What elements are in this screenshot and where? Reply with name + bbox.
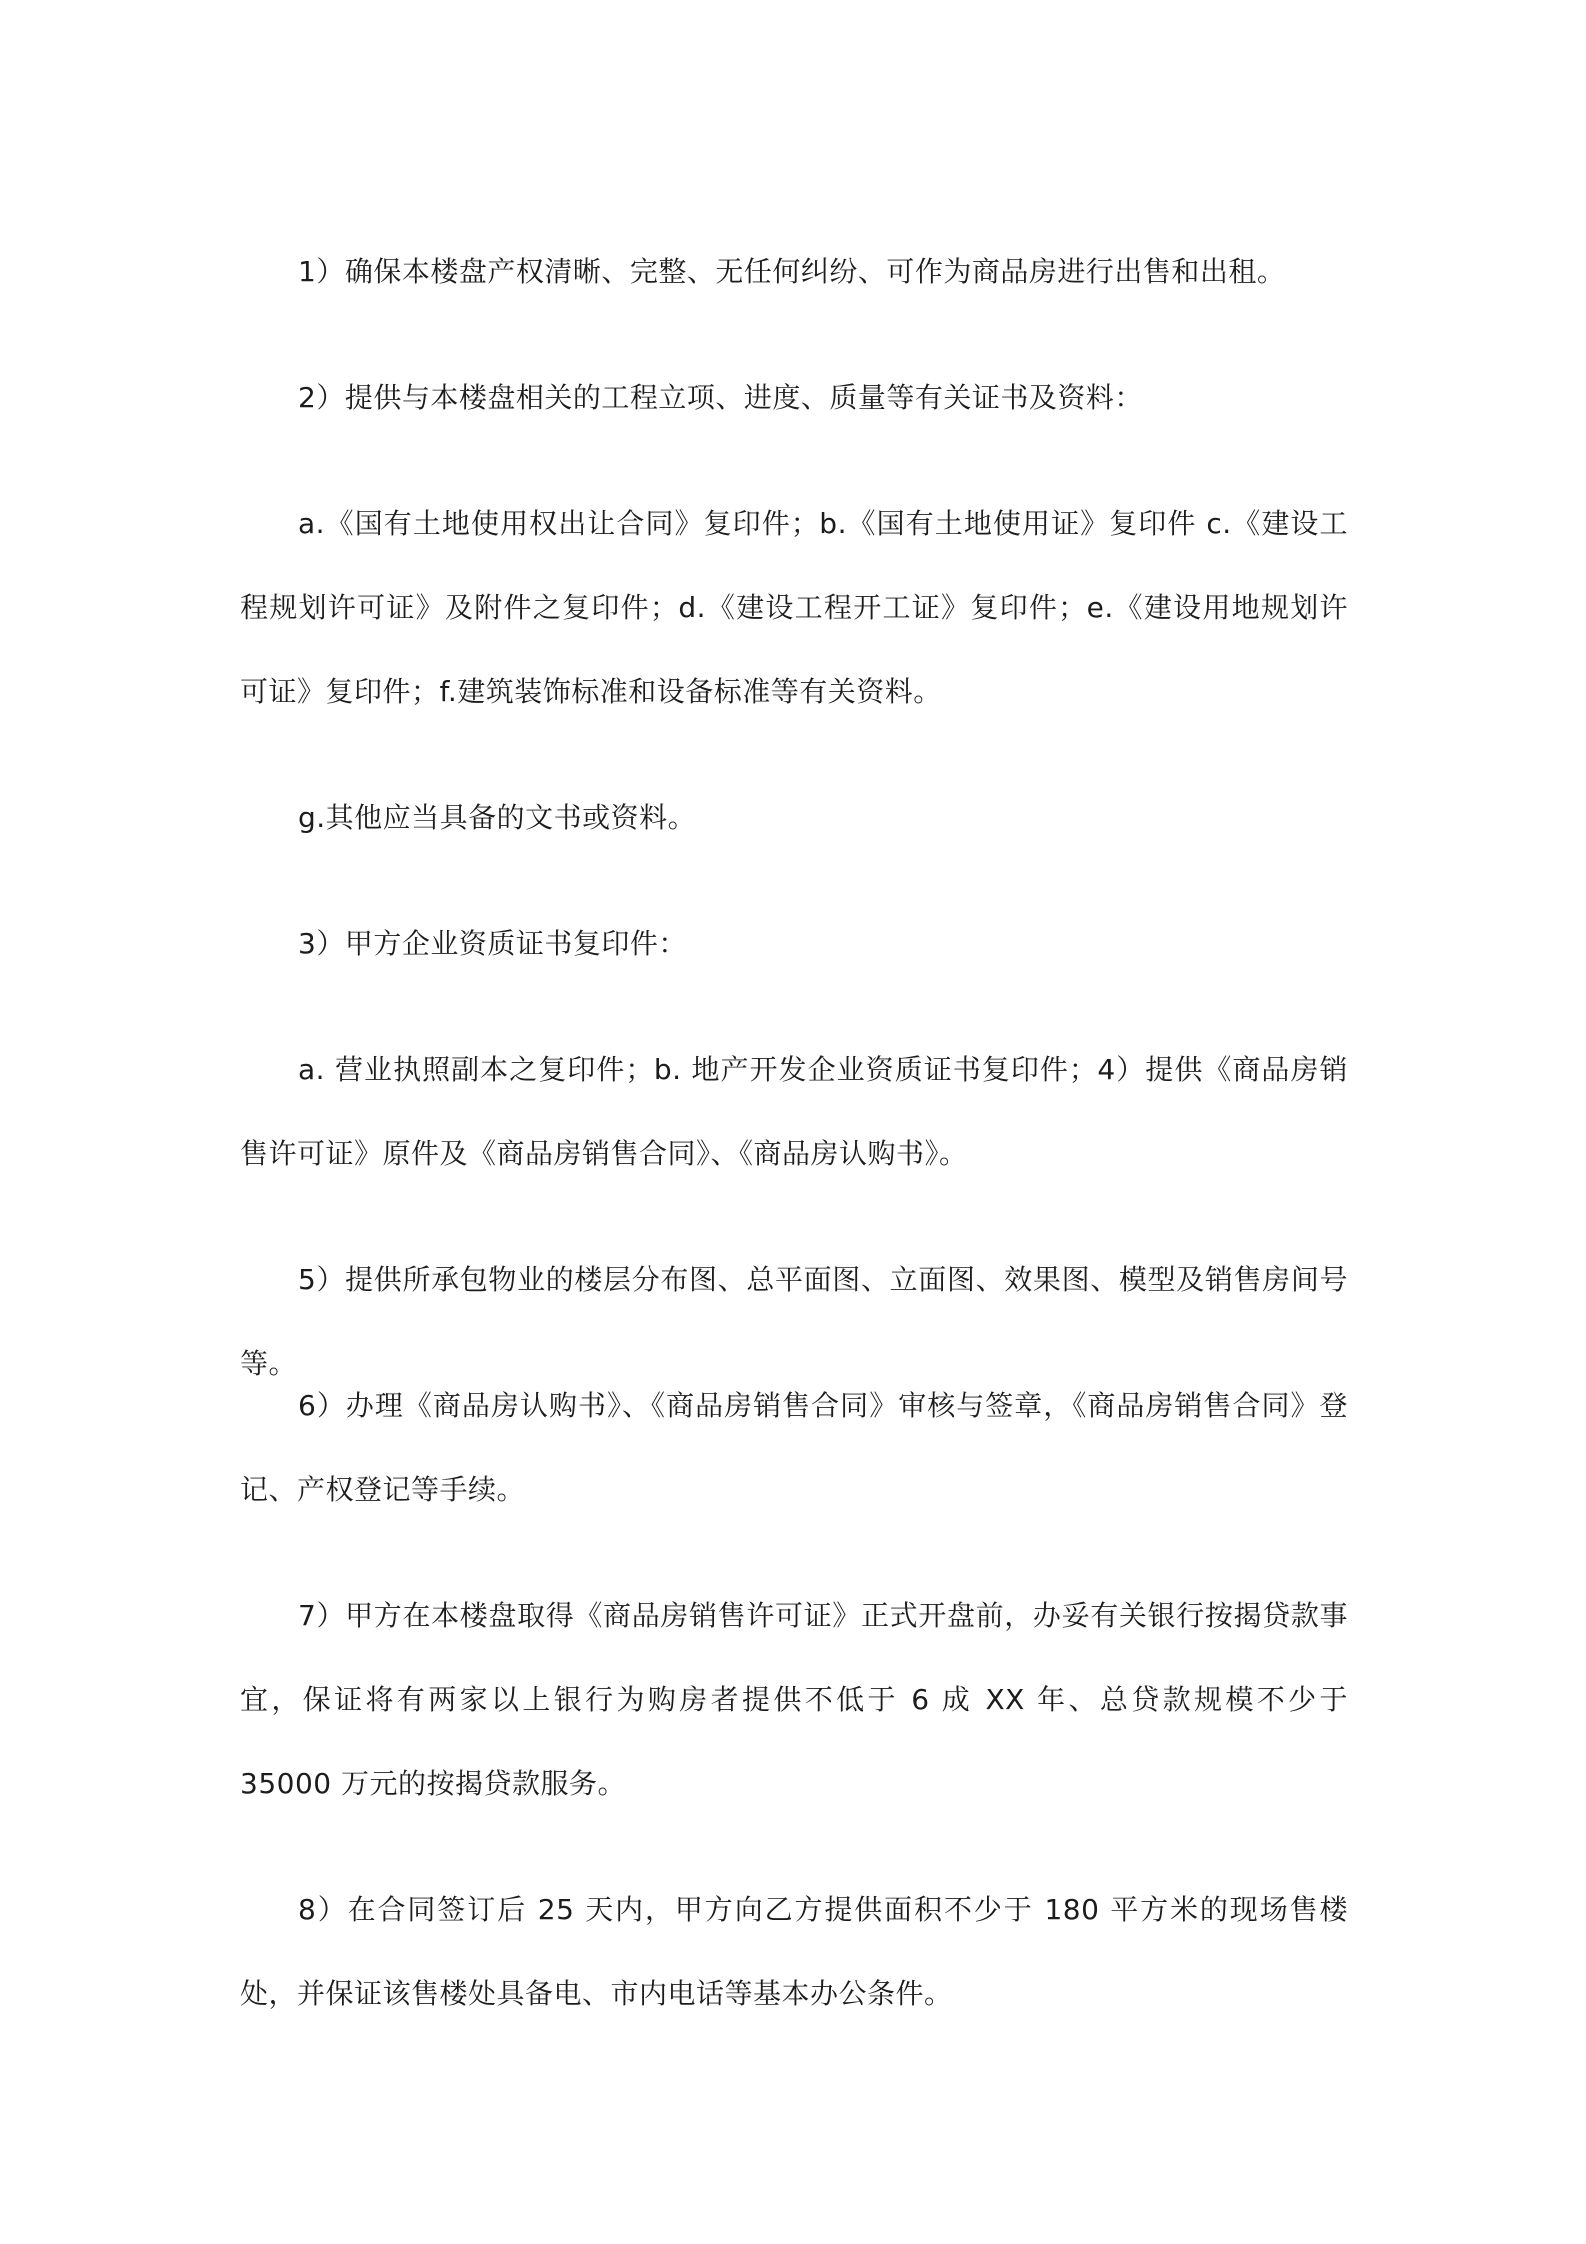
paragraph-3: a.《国有土地使用权出让合同》复印件；b.《国有土地使用证》复印件 c.《建设工程规划许可证》及附件之复印件；d.《建设工程开工证》复印件；e.《建设用地规划许可证》复印件；f.建筑装饰标准和设备标准等有关资料。 [240,507,1348,708]
paragraph-7: 5）提供所承包物业的楼层分布图、总平面图、立面图、效果图、模型及销售房间号等。 [240,1263,1348,1380]
paragraph-6: a. 营业执照副本之复印件；b. 地产开发企业资质证书复印件；4）提供《商品房销售许可证》原件及《商品房销售合同》、《商品房认购书》。 [240,1053,1348,1170]
paragraph-1: 1）确保本楼盘产权清晰、完整、无任何纠纷、可作为商品房进行出售和出租。 [298,255,1286,288]
paragraph-9: 7）甲方在本楼盘取得《商品房销售许可证》正式开盘前，办妥有关银行按揭贷款事宜，保证将有两家以上银行为购房者提供不低于 6 成 XX 年、总贷款规模不少于 35000 万元的按揭贷款服务。 [240,1599,1348,1800]
paragraph-5: 3）甲方企业资质证书复印件： [298,927,687,960]
paragraph-2: 2）提供与本楼盘相关的工程立项、进度、质量等有关证书及资料： [298,381,1143,414]
paragraph-4: g.其他应当具备的文书或资料。 [298,801,697,834]
paragraph-10: 8）在合同签订后 25 天内，甲方向乙方提供面积不少于 180 平方米的现场售楼处，并保证该售楼处具备电、市内电话等基本办公条件。 [240,1893,1348,2010]
paragraph-8: 6）办理《商品房认购书》、《商品房销售合同》审核与签章，《商品房销售合同》登记、产权登记等手续。 [240,1389,1348,1506]
